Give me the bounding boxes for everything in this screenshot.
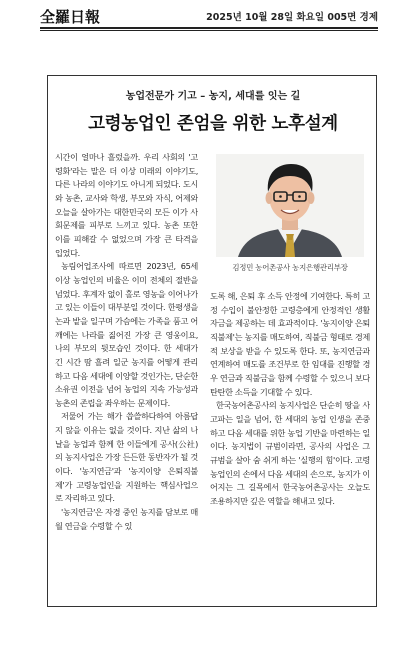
masthead-rule-thin [40,30,378,31]
photo-caption: 김정민 농어촌공사 농지은행관리부장 [232,263,348,272]
author-portrait-photo [216,154,364,257]
issue-dateline: 2025년 10월 28일 화요일 005면 경제 [206,12,378,23]
article-body-right-column [210,290,370,600]
body-paragraph: 한국농어촌공사의 농지사업은 단순히 땅을 사고파는 일을 넘어, 한 세대의 농업 인생을 존중하고 다음 세대를 위한 농업 기반을 마련하는 일이다. 농지법이 규범이라면, 공사의 사업은 그 규범을 살아 숨 쉬게 하는 '실행의 힘'이다. 고령농업인의 손에서 다음 세대의 손으로, 농지가 이어지는 그 길목에서 한국농어촌공사는 오늘도 조용하지만 깊은 역할을 해내고 있다. [210,400,370,506]
body-paragraph: 농림어업조사에 따르면 2023년, 65세 이상 농업인의 비율은 이미 전체의 절반을 넘었다. 후계자 없이 홀로 영농을 이어나가고 있는 이들이 대부분일 것이다. 한평생을 논과 밭을 일구며 가슴에는 가족을 품고 어깨에는 나라를 짊어진 가장 큰 영웅이요, 나의 부모의 뒷모습인 것이다. 한 세대가 긴 시간 땀 흘려 일군 농지를 어떻게 관리하고 다음 세대에 이양할 것인가는, 단순한 소유권 이전을 넘어 농업의 지속 가능성과 농촌의 존립을 좌우하는 문제이다. [55,261,198,408]
body-paragraph: 저물어 가는 해가 씁쓸하다하여 아름답지 않을 이유는 없을 것이다. 지난 삶의 나날을 농업과 함께 한 이들에게 공사(公社)의 농지사업은 가장 든든한 동반자가 될 것이다. '농지연금'과 '농지이양 은퇴직불제'가 고령농업인을 지원하는 핵심사업으로 자리하고 있다. [55,411,198,504]
body-paragraph: 도록 해, 은퇴 후 소득 안정에 기여한다. 특히 고정 수입이 불안정한 고령층에게 안정적인 생활 자금을 제공하는 데 효과적이다. '농지이양 은퇴직불제'는 농지를 매도하여, 직불금 형태로 경제적 보상을 받을 수 있도록 한다. 또, 농지연금과 연계하여 매도를 조건부로 한 임대를 진행할 경우 연금과 직불금을 함께 수령할 수 있으니 보다 탄탄한 소득을 기대할 수 있다. [210,291,370,397]
article-kicker: 농업전문가 기고 – 농지, 세대를 잇는 길 [125,91,301,102]
article-headline: 고령농업인 존엄을 위한 노후설계 [88,114,338,134]
masthead [40,6,378,26]
newspaper-logo: 全羅日報 [40,8,101,26]
author-portrait-illustration [216,154,364,257]
masthead-rule [40,27,378,29]
body-paragraph: '농지연금'은 자경 중인 농지를 담보로 매월 연금을 수령할 수 있 [55,507,198,531]
article-body-left-column [55,151,198,599]
body-paragraph: 시간이 얼마나 흘렀을까. 우리 사회의 '고령화'라는 말은 더 이상 미래의 이야기도, 다른 나라의 이야기도 아니게 되었다. 도시와 농촌, 교사와 학생, 부모와 자식, 어제와 오늘을 살아가는 대한민국의 모든 이가 사회문제를 피부로 느끼고 있다. 농촌 또한 이를 피해갈 수 없었으며 가장 큰 타격을 입었다. [55,152,198,258]
